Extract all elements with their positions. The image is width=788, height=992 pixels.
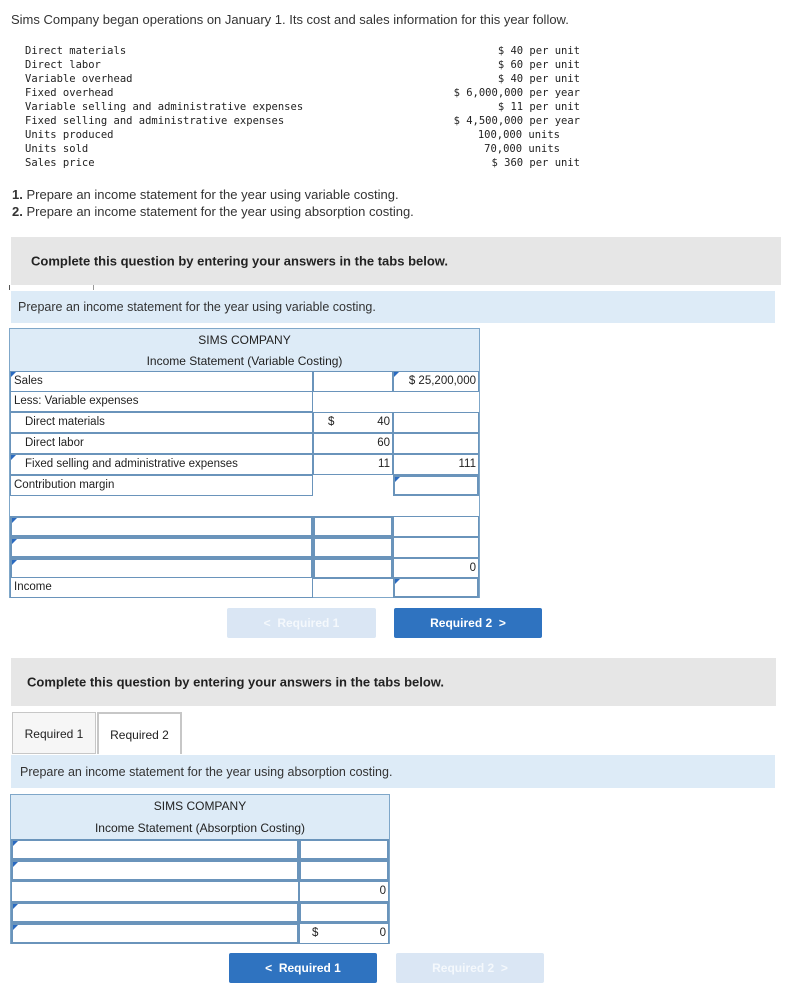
dropdown-indicator-icon (13, 862, 18, 867)
data-value: $ 360 per unit (491, 157, 580, 169)
absorption-costing-statement (10, 794, 390, 944)
sales-label-cell[interactable]: Sales (10, 371, 313, 392)
dropdown-indicator-icon (13, 925, 18, 930)
instructions-banner: Complete this question by entering your answers in the tabs below. (11, 237, 781, 285)
table-row (11, 923, 389, 944)
dropdown-indicator-icon (394, 372, 399, 377)
expense-subtotal-cell[interactable]: 0 (393, 558, 479, 579)
data-value: $ 40 per unit (497, 73, 580, 85)
expense-total-cell[interactable] (393, 537, 479, 558)
less-variable-label-cell[interactable]: Less: Variable expenses (10, 391, 313, 412)
table-row (10, 516, 479, 537)
table-row (10, 412, 479, 433)
statement-title: Income Statement (Absorption Costing) (94, 821, 306, 835)
table-row (10, 391, 479, 412)
dropdown-indicator-icon (395, 579, 400, 584)
data-value: 70,000 units (484, 143, 560, 155)
sales-total-cell[interactable]: $ 25,200,000 (393, 371, 479, 392)
fixed-sa-label-cell[interactable]: Fixed selling and administrative expenses (10, 454, 313, 475)
collapsed-tab-marker (9, 285, 10, 290)
data-label: Direct labor (25, 59, 101, 71)
prev-required1-button[interactable]: < Required 1 (227, 608, 376, 638)
data-row (25, 58, 580, 72)
dropdown-indicator-icon (395, 477, 400, 482)
dropdown-indicator-icon (12, 518, 17, 523)
data-value: $ 4,500,000 per year (453, 115, 580, 127)
data-label: Units sold (25, 143, 89, 155)
prev-required1-button[interactable]: < Required 1 (229, 953, 377, 983)
table-row (10, 577, 479, 598)
task-item: 2. Prepare an income statement for the year using absorption costing. (12, 204, 414, 219)
data-label: Units produced (25, 129, 114, 141)
absorption-label-cell[interactable] (11, 881, 299, 902)
data-label: Sales price (25, 157, 95, 169)
data-value: $ 60 per unit (497, 59, 580, 71)
task-list (12, 186, 414, 220)
company-name: SIMS COMPANY (153, 799, 247, 813)
data-row (25, 142, 580, 156)
absorption-amount-input[interactable] (299, 860, 389, 881)
dropdown-indicator-icon (13, 841, 18, 846)
expense-amount-input[interactable] (313, 537, 393, 558)
expense-amount-input[interactable] (313, 516, 393, 537)
table-row (11, 881, 389, 902)
next-required2-button[interactable]: Required 2 > (394, 608, 542, 638)
income-input[interactable] (393, 577, 479, 598)
fixed-sa-amount-cell[interactable]: 11 (313, 454, 393, 475)
data-row (25, 86, 580, 100)
data-row (25, 100, 580, 114)
absorption-label-input[interactable] (11, 902, 299, 923)
dropdown-indicator-icon (11, 372, 16, 377)
absorption-amount-input[interactable] (299, 839, 389, 860)
dropdown-indicator-icon (12, 560, 17, 565)
data-label: Fixed overhead (25, 87, 114, 99)
table-row (10, 371, 479, 392)
data-label: Variable overhead (25, 73, 133, 85)
data-value: 100,000 units (477, 129, 560, 141)
data-row (25, 156, 580, 170)
expense-label-input[interactable] (10, 516, 313, 537)
expense-label-input[interactable] (10, 537, 313, 558)
data-row (25, 72, 580, 86)
contribution-margin-input[interactable] (393, 475, 479, 496)
data-row (25, 44, 580, 58)
data-value: $ 11 per unit (497, 101, 580, 113)
table-row (11, 839, 389, 860)
data-label: Direct materials (25, 45, 127, 57)
direct-labor-total-cell[interactable] (393, 433, 479, 454)
direct-labor-amount-cell[interactable]: 60 (313, 433, 393, 454)
problem-intro: Sims Company began operations on January 1. Its cost and sales information for this year follow. (11, 12, 569, 27)
absorption-label-input[interactable] (11, 860, 299, 881)
table-row-spacer (10, 496, 479, 516)
variable-costing-statement (9, 328, 480, 598)
part2-instruction: Prepare an income statement for the year using absorption costing. (11, 755, 775, 788)
income-label-cell[interactable]: Income (10, 577, 313, 598)
table-row (10, 475, 479, 496)
absorption-label-input[interactable] (11, 923, 299, 944)
table-row (10, 537, 479, 558)
company-name: SIMS COMPANY (198, 333, 291, 347)
data-row (25, 128, 580, 142)
cost-data-table (25, 44, 580, 170)
sales-amount-cell[interactable] (313, 371, 393, 392)
dropdown-indicator-icon (13, 904, 18, 909)
absorption-subtotal-cell[interactable]: 0 (299, 881, 389, 902)
part1-instruction: Prepare an income statement for the year using variable costing. (11, 291, 775, 323)
dropdown-indicator-icon (11, 455, 16, 460)
statement-header (11, 795, 389, 839)
expense-amount-input[interactable] (313, 558, 393, 579)
data-value: $ 6,000,000 per year (453, 87, 580, 99)
collapsed-tab-marker (93, 285, 94, 290)
direct-materials-total-cell[interactable] (393, 412, 479, 433)
task-item: 1. Prepare an income statement for the year using variable costing. (12, 187, 399, 202)
data-row (25, 114, 580, 128)
tab-required-1[interactable]: Required 1 (12, 712, 96, 754)
tab-required-2[interactable]: Required 2 (97, 712, 182, 754)
contribution-margin-label-cell[interactable]: Contribution margin (10, 475, 313, 496)
table-row (11, 860, 389, 881)
data-value: $ 40 per unit (497, 45, 580, 57)
data-label: Fixed selling and administrative expenses (25, 115, 285, 127)
expense-total-cell[interactable] (393, 516, 479, 537)
absorption-total-cell[interactable]: $ 0 (299, 923, 389, 944)
expense-label-input[interactable] (10, 558, 313, 579)
direct-labor-label-cell[interactable]: Direct labor (10, 433, 313, 454)
table-row (10, 433, 479, 454)
data-label: Variable selling and administrative expenses (25, 101, 304, 113)
next-required2-button[interactable]: Required 2 > (396, 953, 544, 983)
absorption-label-input[interactable] (11, 839, 299, 860)
table-row (11, 902, 389, 923)
table-row (10, 454, 479, 475)
direct-materials-label-cell[interactable]: Direct materials (10, 412, 313, 433)
fixed-sa-total-cell[interactable]: 111 (393, 454, 479, 475)
dropdown-indicator-icon (12, 539, 17, 544)
table-row (10, 558, 479, 579)
instructions-banner: Complete this question by entering your answers in the tabs below. (11, 658, 776, 706)
statement-title: Income Statement (Variable Costing) (146, 354, 343, 368)
absorption-amount-input[interactable] (299, 902, 389, 923)
statement-header (10, 329, 479, 375)
direct-materials-amount-cell[interactable]: $ 40 (313, 412, 393, 433)
